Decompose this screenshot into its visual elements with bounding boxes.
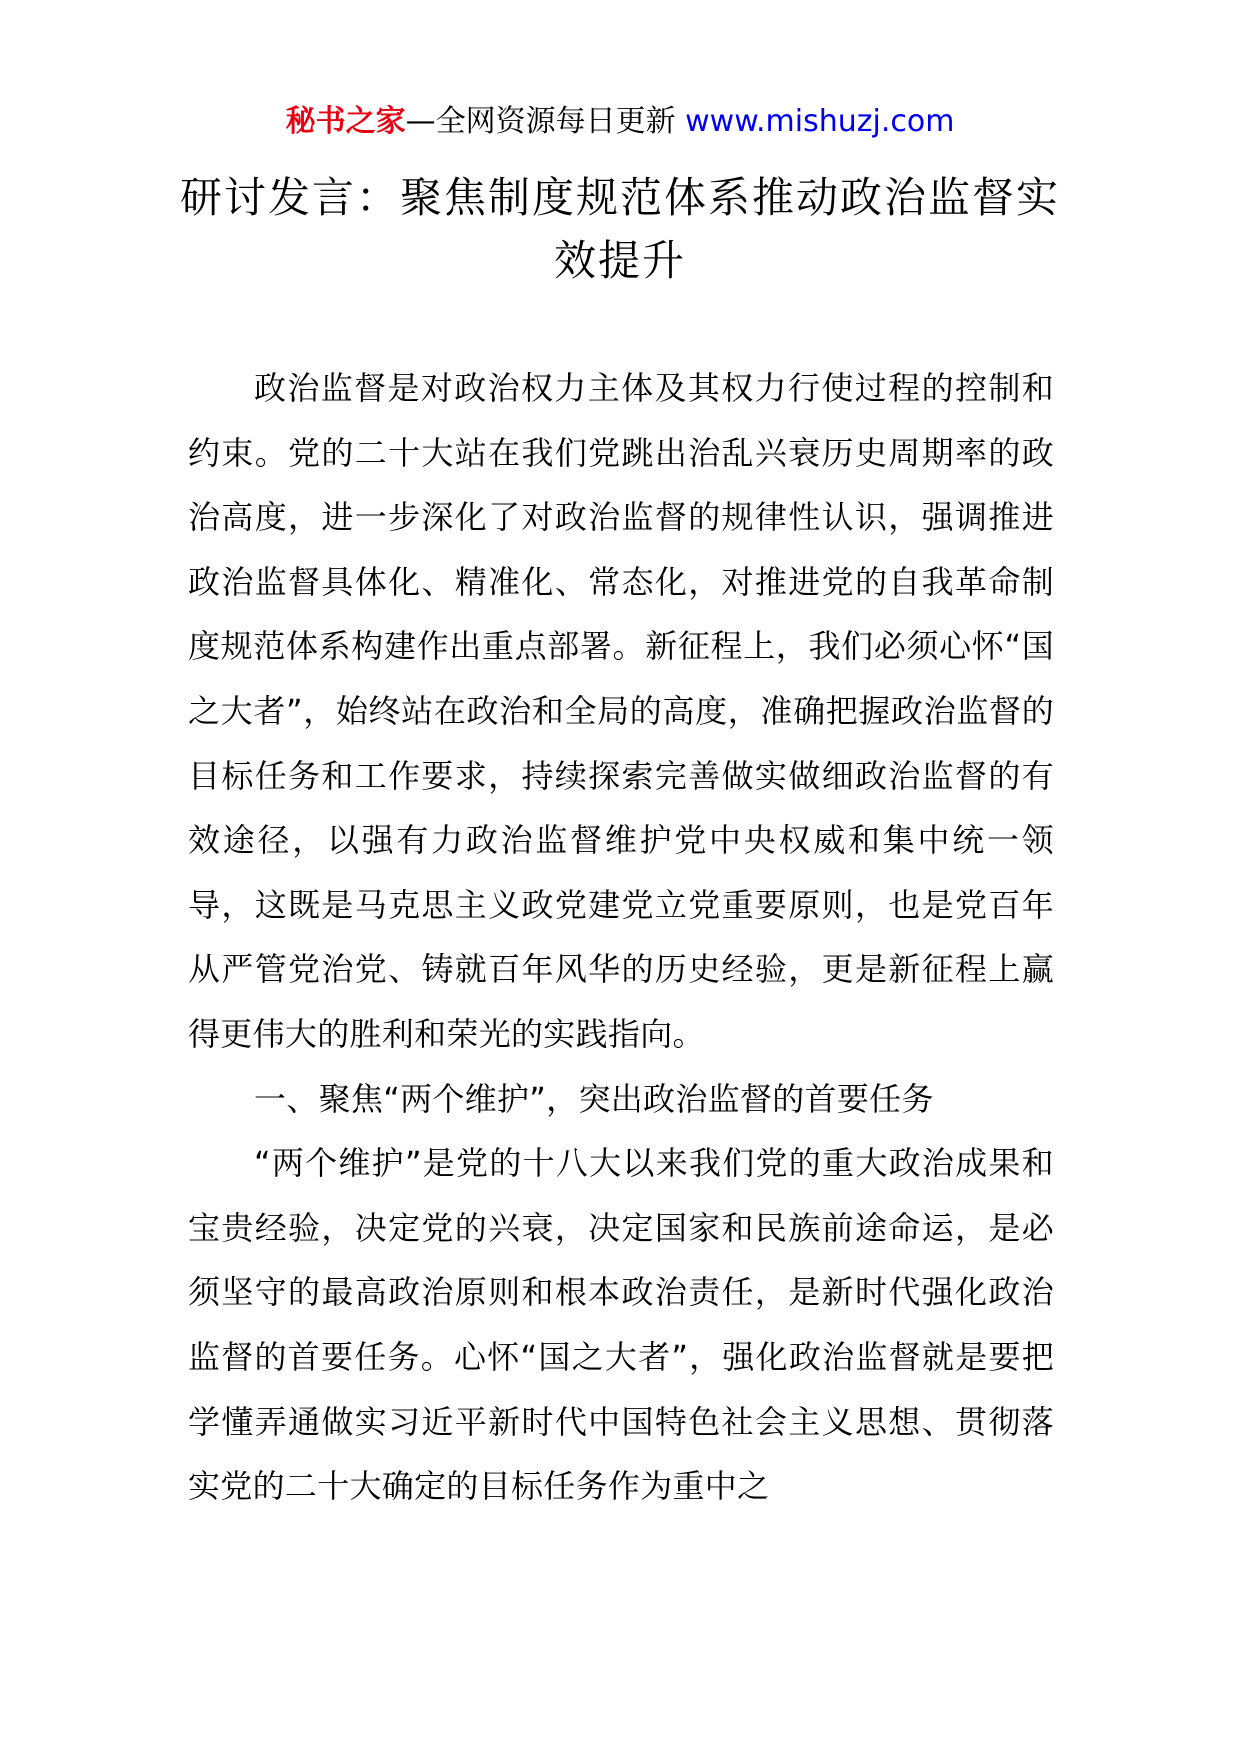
section-heading: 一、聚焦“两个维护”，突出政治监督的首要任务 — [254, 1079, 934, 1118]
header-tagline: —全网资源每日更新 — [405, 104, 676, 139]
brand-name: 秘书之家 — [285, 104, 406, 139]
document-title: 研讨发言：聚焦制度规范体系推动政治监督实效提升 — [180, 173, 1061, 285]
body-paragraph: “两个维护”是党的十八大以来我们党的重大政治成果和宝贵经验，决定党的兴衰，决定国家和民族前途命运，是必须坚守的最高政治原则和根本政治责任，是新时代强化政治监督的首要任务。心怀“国之大者”，强化政治监督就是要把学懂弄通做实习近平新时代中国特色社会主义思想、贯彻落实党的二十大确定的目标任务作为重中之 — [188, 1144, 1054, 1506]
document-body — [188, 356, 1054, 1519]
body-paragraph: 政治监督是对政治权力主体及其权力行使过程的控制和约束。党的二十大站在我们党跳出治乱兴衰历史周期率的政治高度，进一步深化了对政治监督的规律性认识，强调推进政治监督具体化、精准化、常态化，对推进党的自我革命制度规范体系构建作出重点部署。新征程上，我们必须心怀“国之大者”，始终站在政治和全局的高度，准确把握政治监督的目标任务和工作要求，持续探索完善做实做细政治监督的有效途径，以强有力政治监督维护党中央权威和集中统一领导，这既是马克思主义政党建党立党重要原则，也是党百年从严管党治党、铸就百年风华的历史经验，更是新征程上赢得更伟大的胜利和荣光的实践指向。 — [188, 369, 1054, 1053]
site-header — [0, 100, 1240, 144]
site-url-link[interactable]: www.mishuzj.com — [685, 104, 955, 139]
